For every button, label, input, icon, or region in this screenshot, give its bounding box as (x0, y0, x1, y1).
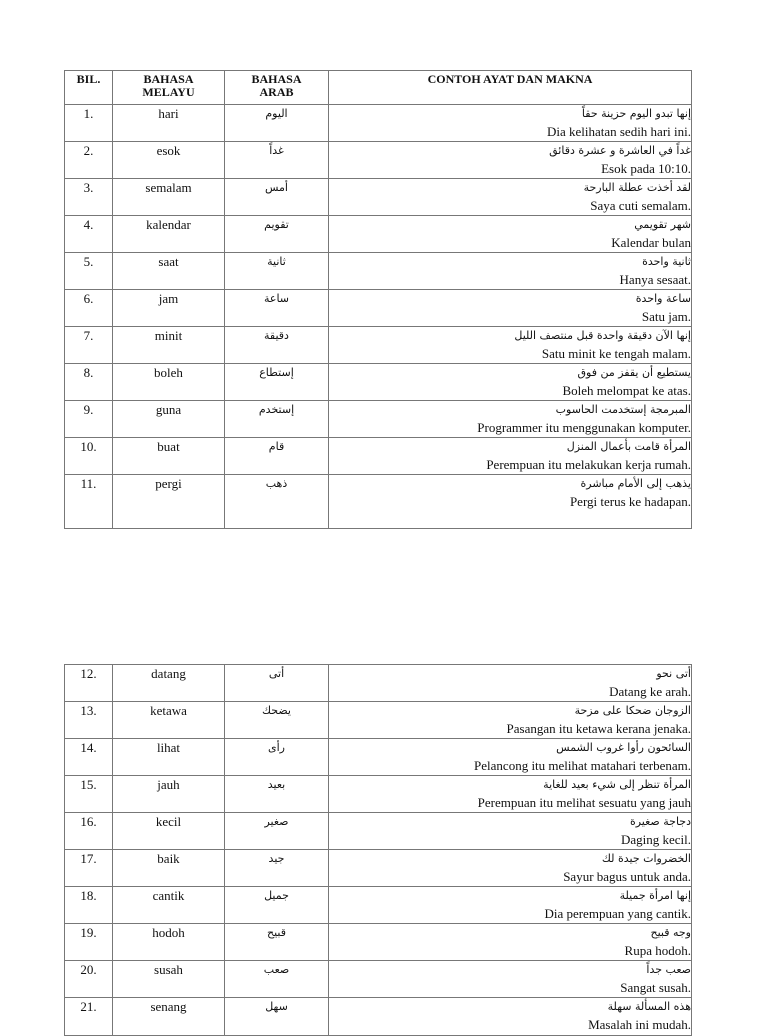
malay-meaning: Kalendar bulan (611, 235, 691, 250)
row-number: 21. (65, 998, 113, 1036)
table-row (65, 364, 692, 401)
malay-meaning: Pasangan itu ketawa kerana jenaka. (506, 721, 691, 736)
row-number: 4. (65, 216, 113, 253)
row-number: 13. (65, 702, 113, 739)
malay-meaning: Sangat susah. (620, 980, 691, 995)
row-number: 15. (65, 776, 113, 813)
arabic-word: ثانية (225, 253, 329, 290)
malay-meaning: Sayur bagus untuk anda. (563, 869, 691, 884)
malay-word: buat (113, 438, 225, 475)
row-number: 3. (65, 179, 113, 216)
table-row (65, 813, 692, 850)
example-sentence-cell (329, 290, 692, 327)
example-sentence-cell (329, 887, 692, 924)
row-number: 1. (65, 105, 113, 142)
malay-word: jauh (113, 776, 225, 813)
table-row (65, 290, 692, 327)
malay-word: semalam (113, 179, 225, 216)
table-row (65, 401, 692, 438)
example-sentence-cell (329, 327, 692, 364)
example-sentence-cell (329, 813, 692, 850)
malay-word: ketawa (113, 702, 225, 739)
malay-meaning: Esok pada 10:10. (601, 161, 691, 176)
table-row (65, 924, 692, 961)
table-row (65, 179, 692, 216)
arabic-sentence: المرأة تنظر إلى شيء بعيد للغاية (543, 778, 691, 791)
example-sentence-cell (329, 105, 692, 142)
arabic-word: ذهب (225, 475, 329, 529)
vocabulary-table-1 (64, 70, 692, 529)
arabic-word: ساعة (225, 290, 329, 327)
example-sentence-cell (329, 179, 692, 216)
example-sentence-cell (329, 776, 692, 813)
row-number: 16. (65, 813, 113, 850)
malay-word: hari (113, 105, 225, 142)
example-sentence-cell (329, 998, 692, 1036)
malay-word: kecil (113, 813, 225, 850)
arabic-word: إستطاع (225, 364, 329, 401)
arabic-sentence: يذهب إلى الأمام مباشرة (580, 477, 691, 490)
arabic-word: إستخدم (225, 401, 329, 438)
table-row (65, 216, 692, 253)
example-sentence-cell (329, 475, 692, 529)
arabic-word: قبيح (225, 924, 329, 961)
header-bahasa-arab: BAHASA ARAB (225, 71, 329, 105)
arabic-word: أتى (225, 665, 329, 702)
arabic-word: تقويم (225, 216, 329, 253)
malay-meaning: Perempuan itu melakukan kerja rumah. (486, 457, 691, 472)
table-row (65, 776, 692, 813)
malay-word: senang (113, 998, 225, 1036)
table-row (65, 105, 692, 142)
example-sentence-cell (329, 702, 692, 739)
row-number: 17. (65, 850, 113, 887)
table-row (65, 887, 692, 924)
example-sentence-cell (329, 665, 692, 702)
header-bil: BIL. (65, 71, 113, 105)
table-header-row (65, 71, 692, 105)
arabic-word: سهل (225, 998, 329, 1036)
arabic-word: أمس (225, 179, 329, 216)
malay-word: esok (113, 142, 225, 179)
arabic-sentence: شهر تقويمي (634, 218, 691, 231)
row-number: 8. (65, 364, 113, 401)
header-bahasa-melayu: BAHASA MELAYU (113, 71, 225, 105)
arabic-word: جيد (225, 850, 329, 887)
row-number: 9. (65, 401, 113, 438)
malay-word: kalendar (113, 216, 225, 253)
malay-meaning: Dia kelihatan sedih hari ini. (546, 124, 691, 139)
malay-meaning: Boleh melompat ke atas. (562, 383, 691, 398)
malay-word: baik (113, 850, 225, 887)
malay-word: hodoh (113, 924, 225, 961)
example-sentence-cell (329, 401, 692, 438)
table-row (65, 850, 692, 887)
example-sentence-cell (329, 142, 692, 179)
arabic-sentence: الخضروات جيدة لك (601, 852, 691, 865)
table-row (65, 438, 692, 475)
arabic-word: رأى (225, 739, 329, 776)
row-number: 11. (65, 475, 113, 529)
table-row (65, 702, 692, 739)
malay-word: jam (113, 290, 225, 327)
table-row (65, 739, 692, 776)
table-row (65, 998, 692, 1036)
arabic-sentence: يستطيع أن يقفز من فوق (577, 366, 691, 379)
malay-meaning: Hanya sesaat. (619, 272, 691, 287)
malay-word: lihat (113, 739, 225, 776)
example-sentence-cell (329, 850, 692, 887)
example-sentence-cell (329, 961, 692, 998)
arabic-word: بعيد (225, 776, 329, 813)
row-number: 10. (65, 438, 113, 475)
example-sentence-cell (329, 924, 692, 961)
arabic-word: قام (225, 438, 329, 475)
arabic-sentence: إنها الآن دقيقة واحدة قبل منتصف الليل (514, 329, 691, 342)
arabic-sentence: ثانية واحدة (642, 255, 691, 268)
arabic-sentence: السائحون رأوا غروب الشمس (556, 741, 691, 754)
arabic-word: اليوم (225, 105, 329, 142)
arabic-word: غداً (225, 142, 329, 179)
example-sentence-cell (329, 364, 692, 401)
row-number: 14. (65, 739, 113, 776)
arabic-sentence: إنها امرأة جميلة (619, 889, 691, 902)
example-sentence-cell (329, 216, 692, 253)
row-number: 2. (65, 142, 113, 179)
malay-word: cantik (113, 887, 225, 924)
malay-meaning: Dia perempuan yang cantik. (544, 906, 691, 921)
row-number: 12. (65, 665, 113, 702)
malay-meaning: Masalah ini mudah. (588, 1017, 691, 1032)
row-number: 6. (65, 290, 113, 327)
malay-meaning: Rupa hodoh. (624, 943, 691, 958)
arabic-sentence: إنها تبدو اليوم حزينة حقاً (581, 107, 691, 120)
arabic-word: صعب (225, 961, 329, 998)
malay-meaning: Saya cuti semalam. (590, 198, 691, 213)
row-number: 20. (65, 961, 113, 998)
arabic-word: صغير (225, 813, 329, 850)
malay-meaning: Satu minit ke tengah malam. (541, 346, 691, 361)
table-row (65, 253, 692, 290)
vocabulary-table-2 (64, 664, 692, 1036)
malay-meaning: Pelancong itu melihat matahari terbenam. (474, 758, 691, 773)
malay-meaning: Satu jam. (641, 309, 691, 324)
header-contoh-ayat: CONTOH AYAT DAN MAKNA (329, 71, 692, 105)
malay-word: saat (113, 253, 225, 290)
malay-word: boleh (113, 364, 225, 401)
malay-meaning: Perempuan itu melihat sesuatu yang jauh (477, 795, 691, 810)
arabic-sentence: صعب جداً (646, 963, 691, 976)
malay-meaning: Programmer itu menggunakan komputer. (477, 420, 691, 435)
arabic-sentence: الزوجان ضحكا على مزحة (574, 704, 691, 717)
malay-word: guna (113, 401, 225, 438)
arabic-sentence: ساعة واحدة (635, 292, 691, 305)
arabic-word: دقيقة (225, 327, 329, 364)
arabic-sentence: غداً في العاشرة و عشرة دقائق (549, 144, 691, 157)
malay-meaning: Datang ke arah. (609, 684, 691, 699)
example-sentence-cell (329, 739, 692, 776)
row-number: 18. (65, 887, 113, 924)
malay-word: minit (113, 327, 225, 364)
example-sentence-cell (329, 438, 692, 475)
arabic-sentence: دجاجة صغيرة (629, 815, 691, 828)
arabic-sentence: المرأة قامت بأعمال المنزل (566, 440, 691, 453)
table-row (65, 665, 692, 702)
arabic-sentence: لقد أخذت عطلة البارحة (583, 181, 691, 194)
arabic-sentence: هذه المسألة سهلة (607, 1000, 691, 1013)
row-number: 5. (65, 253, 113, 290)
arabic-sentence: أتى نحو (656, 667, 691, 680)
malay-meaning: Pergi terus ke hadapan. (569, 494, 691, 509)
arabic-sentence: وجه قبيح (650, 926, 691, 939)
table-row (65, 961, 692, 998)
arabic-sentence: المبرمجة إستخدمت الحاسوب (555, 403, 691, 416)
table-row (65, 475, 692, 529)
arabic-word: جميل (225, 887, 329, 924)
row-number: 7. (65, 327, 113, 364)
malay-word: susah (113, 961, 225, 998)
table-row (65, 142, 692, 179)
malay-word: pergi (113, 475, 225, 529)
malay-word: datang (113, 665, 225, 702)
example-sentence-cell (329, 253, 692, 290)
row-number: 19. (65, 924, 113, 961)
arabic-word: يضحك (225, 702, 329, 739)
table-row (65, 327, 692, 364)
malay-meaning: Daging kecil. (620, 832, 691, 847)
